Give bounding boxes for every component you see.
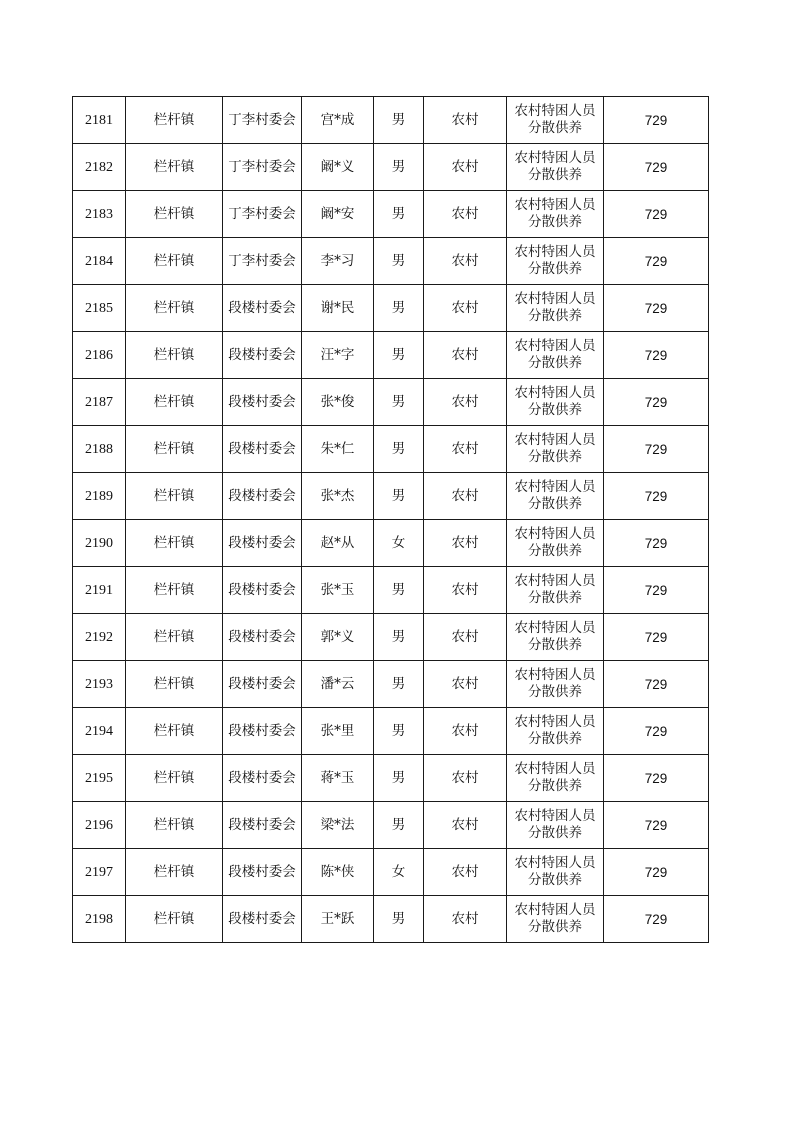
amount-cell: 729 (604, 379, 709, 426)
row-number-cell: 2192 (73, 614, 126, 661)
residence-type-cell: 农村 (424, 285, 507, 332)
gender-cell: 男 (374, 896, 424, 943)
town-cell: 栏杆镇 (126, 426, 223, 473)
residence-type-cell: 农村 (424, 802, 507, 849)
town-cell: 栏杆镇 (126, 661, 223, 708)
residence-type-cell: 农村 (424, 191, 507, 238)
town-cell: 栏杆镇 (126, 896, 223, 943)
amount-cell: 729 (604, 896, 709, 943)
amount-cell: 729 (604, 144, 709, 191)
row-number-cell: 2188 (73, 426, 126, 473)
row-number-cell: 2195 (73, 755, 126, 802)
person-name-cell: 蒋*玉 (302, 755, 374, 802)
table-row (73, 191, 709, 238)
village-committee-cell: 段楼村委会 (223, 849, 302, 896)
village-committee-cell: 段楼村委会 (223, 755, 302, 802)
support-category-cell: 农村特困人员分散供养 (507, 473, 604, 520)
village-committee-cell: 丁李村委会 (223, 144, 302, 191)
gender-cell: 女 (374, 849, 424, 896)
gender-cell: 女 (374, 520, 424, 567)
amount-cell: 729 (604, 426, 709, 473)
gender-cell: 男 (374, 661, 424, 708)
amount-cell: 729 (604, 473, 709, 520)
amount-cell: 729 (604, 849, 709, 896)
support-category-cell: 农村特困人员分散供养 (507, 708, 604, 755)
support-category-cell: 农村特困人员分散供养 (507, 332, 604, 379)
row-number-cell: 2193 (73, 661, 126, 708)
support-category-cell: 农村特困人员分散供养 (507, 802, 604, 849)
row-number-cell: 2189 (73, 473, 126, 520)
row-number-cell: 2196 (73, 802, 126, 849)
support-category-cell: 农村特困人员分散供养 (507, 755, 604, 802)
town-cell: 栏杆镇 (126, 144, 223, 191)
residence-type-cell: 农村 (424, 238, 507, 285)
village-committee-cell: 段楼村委会 (223, 661, 302, 708)
residence-type-cell: 农村 (424, 520, 507, 567)
support-category-cell: 农村特困人员分散供养 (507, 426, 604, 473)
amount-cell: 729 (604, 802, 709, 849)
town-cell: 栏杆镇 (126, 191, 223, 238)
town-cell: 栏杆镇 (126, 97, 223, 144)
gender-cell: 男 (374, 238, 424, 285)
village-committee-cell: 丁李村委会 (223, 97, 302, 144)
support-category-cell: 农村特困人员分散供养 (507, 191, 604, 238)
person-name-cell: 朱*仁 (302, 426, 374, 473)
town-cell: 栏杆镇 (126, 755, 223, 802)
town-cell: 栏杆镇 (126, 285, 223, 332)
amount-cell: 729 (604, 238, 709, 285)
table-row (73, 567, 709, 614)
gender-cell: 男 (374, 285, 424, 332)
town-cell: 栏杆镇 (126, 849, 223, 896)
row-number-cell: 2194 (73, 708, 126, 755)
person-name-cell: 宫*成 (302, 97, 374, 144)
amount-cell: 729 (604, 520, 709, 567)
gender-cell: 男 (374, 708, 424, 755)
gender-cell: 男 (374, 567, 424, 614)
person-name-cell: 阚*安 (302, 191, 374, 238)
row-number-cell: 2187 (73, 379, 126, 426)
residence-type-cell: 农村 (424, 379, 507, 426)
support-category-cell: 农村特困人员分散供养 (507, 144, 604, 191)
village-committee-cell: 段楼村委会 (223, 614, 302, 661)
gender-cell: 男 (374, 332, 424, 379)
amount-cell: 729 (604, 191, 709, 238)
row-number-cell: 2198 (73, 896, 126, 943)
residence-type-cell: 农村 (424, 708, 507, 755)
person-name-cell: 张*俊 (302, 379, 374, 426)
person-name-cell: 张*里 (302, 708, 374, 755)
gender-cell: 男 (374, 97, 424, 144)
village-committee-cell: 段楼村委会 (223, 567, 302, 614)
row-number-cell: 2186 (73, 332, 126, 379)
row-number-cell: 2197 (73, 849, 126, 896)
gender-cell: 男 (374, 802, 424, 849)
gender-cell: 男 (374, 144, 424, 191)
residence-type-cell: 农村 (424, 849, 507, 896)
person-name-cell: 潘*云 (302, 661, 374, 708)
person-name-cell: 阚*义 (302, 144, 374, 191)
table-row (73, 755, 709, 802)
amount-cell: 729 (604, 755, 709, 802)
person-name-cell: 谢*民 (302, 285, 374, 332)
amount-cell: 729 (604, 567, 709, 614)
support-category-cell: 农村特困人员分散供养 (507, 614, 604, 661)
table-row (73, 426, 709, 473)
town-cell: 栏杆镇 (126, 473, 223, 520)
row-number-cell: 2183 (73, 191, 126, 238)
table-row (73, 238, 709, 285)
town-cell: 栏杆镇 (126, 802, 223, 849)
village-committee-cell: 段楼村委会 (223, 379, 302, 426)
person-name-cell: 汪*字 (302, 332, 374, 379)
town-cell: 栏杆镇 (126, 379, 223, 426)
table-row (73, 802, 709, 849)
residence-type-cell: 农村 (424, 614, 507, 661)
residence-type-cell: 农村 (424, 473, 507, 520)
person-name-cell: 王*跃 (302, 896, 374, 943)
table-body (73, 97, 709, 943)
residence-type-cell: 农村 (424, 661, 507, 708)
support-category-cell: 农村特困人员分散供养 (507, 849, 604, 896)
village-committee-cell: 丁李村委会 (223, 191, 302, 238)
table-row (73, 661, 709, 708)
residence-type-cell: 农村 (424, 755, 507, 802)
village-committee-cell: 丁李村委会 (223, 238, 302, 285)
row-number-cell: 2184 (73, 238, 126, 285)
amount-cell: 729 (604, 661, 709, 708)
gender-cell: 男 (374, 473, 424, 520)
person-name-cell: 张*玉 (302, 567, 374, 614)
gender-cell: 男 (374, 191, 424, 238)
table-row (73, 97, 709, 144)
residence-type-cell: 农村 (424, 144, 507, 191)
village-committee-cell: 段楼村委会 (223, 332, 302, 379)
town-cell: 栏杆镇 (126, 567, 223, 614)
row-number-cell: 2190 (73, 520, 126, 567)
person-name-cell: 赵*从 (302, 520, 374, 567)
amount-cell: 729 (604, 285, 709, 332)
gender-cell: 男 (374, 755, 424, 802)
support-category-cell: 农村特困人员分散供养 (507, 97, 604, 144)
table-row (73, 896, 709, 943)
table-row (73, 614, 709, 661)
row-number-cell: 2191 (73, 567, 126, 614)
table-row (73, 379, 709, 426)
amount-cell: 729 (604, 708, 709, 755)
amount-cell: 729 (604, 614, 709, 661)
person-name-cell: 李*习 (302, 238, 374, 285)
gender-cell: 男 (374, 614, 424, 661)
beneficiary-table (72, 96, 709, 943)
support-category-cell: 农村特困人员分散供养 (507, 520, 604, 567)
amount-cell: 729 (604, 332, 709, 379)
support-category-cell: 农村特困人员分散供养 (507, 661, 604, 708)
gender-cell: 男 (374, 426, 424, 473)
town-cell: 栏杆镇 (126, 332, 223, 379)
town-cell: 栏杆镇 (126, 614, 223, 661)
table-row (73, 708, 709, 755)
village-committee-cell: 段楼村委会 (223, 473, 302, 520)
table-row (73, 520, 709, 567)
table-row (73, 285, 709, 332)
table-row (73, 332, 709, 379)
gender-cell: 男 (374, 379, 424, 426)
row-number-cell: 2185 (73, 285, 126, 332)
village-committee-cell: 段楼村委会 (223, 426, 302, 473)
table-row (73, 144, 709, 191)
amount-cell: 729 (604, 97, 709, 144)
village-committee-cell: 段楼村委会 (223, 896, 302, 943)
town-cell: 栏杆镇 (126, 708, 223, 755)
village-committee-cell: 段楼村委会 (223, 285, 302, 332)
support-category-cell: 农村特困人员分散供养 (507, 379, 604, 426)
table-row (73, 849, 709, 896)
village-committee-cell: 段楼村委会 (223, 708, 302, 755)
support-category-cell: 农村特困人员分散供养 (507, 238, 604, 285)
residence-type-cell: 农村 (424, 426, 507, 473)
residence-type-cell: 农村 (424, 97, 507, 144)
person-name-cell: 梁*法 (302, 802, 374, 849)
town-cell: 栏杆镇 (126, 520, 223, 567)
residence-type-cell: 农村 (424, 567, 507, 614)
support-category-cell: 农村特困人员分散供养 (507, 896, 604, 943)
residence-type-cell: 农村 (424, 896, 507, 943)
table-row (73, 473, 709, 520)
village-committee-cell: 段楼村委会 (223, 802, 302, 849)
support-category-cell: 农村特困人员分散供养 (507, 567, 604, 614)
row-number-cell: 2182 (73, 144, 126, 191)
town-cell: 栏杆镇 (126, 238, 223, 285)
residence-type-cell: 农村 (424, 332, 507, 379)
person-name-cell: 陈*侠 (302, 849, 374, 896)
person-name-cell: 张*杰 (302, 473, 374, 520)
row-number-cell: 2181 (73, 97, 126, 144)
village-committee-cell: 段楼村委会 (223, 520, 302, 567)
support-category-cell: 农村特困人员分散供养 (507, 285, 604, 332)
person-name-cell: 郭*义 (302, 614, 374, 661)
